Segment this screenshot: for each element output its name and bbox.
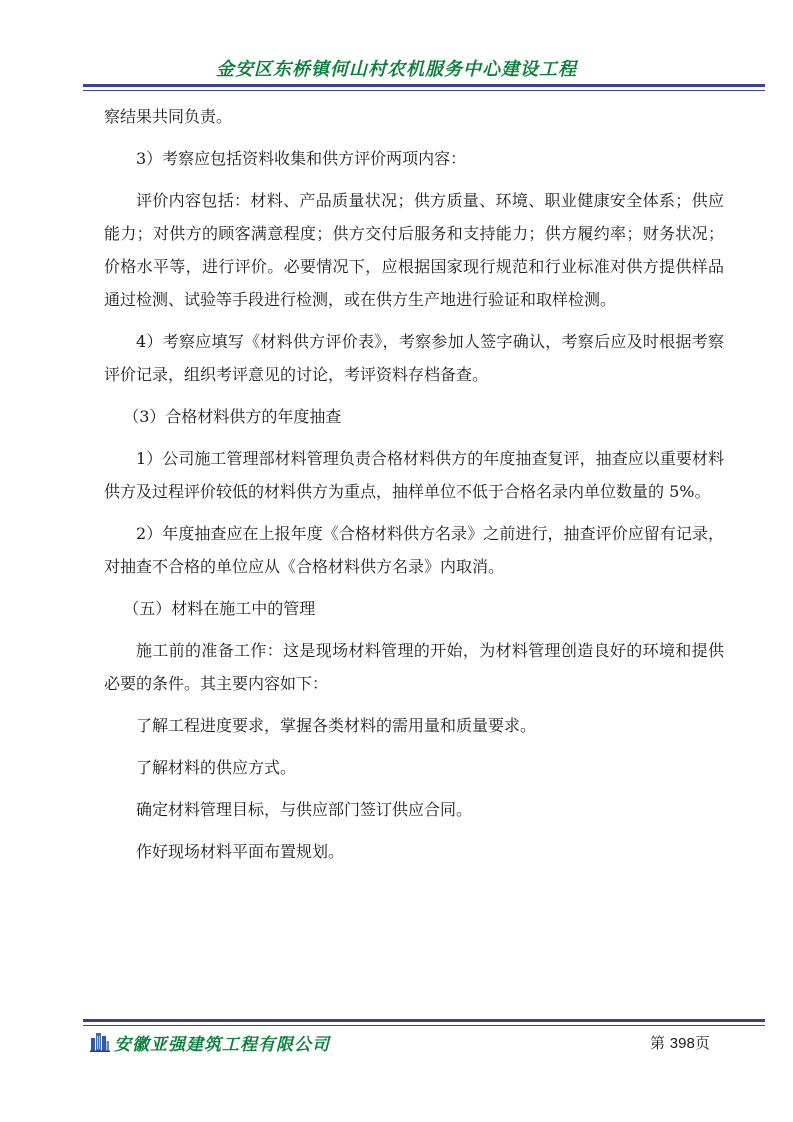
document-header-title: 金安区东桥镇何山村农机服务中心建设工程 — [216, 59, 577, 80]
section-heading: （3）合格材料供方的年度抽查 — [123, 407, 342, 426]
list-item: 了解材料的供应方式。 — [136, 758, 297, 777]
paragraph: 评价内容包括：材料、产品质量状况；供方质量、环境、职业健康安全体系；供应能力；对供方的顾客满意程度；供方交付后服务和支持能力；供方履约率；财务状况；价格水平等，进行评价。必要情况下，应根据国家现行规范和行业标准对供方提供样品通过检测、试验等手段进行检测，或在供方生产地进行验证和取样检测。 — [104, 191, 724, 309]
building-logo-icon — [90, 1030, 110, 1052]
footer-rule-thick — [83, 1019, 765, 1022]
paragraph: 2）年度抽查应在上报年度《合格材料供方名录》之前进行，抽查评价应留有记录，对抽查不合格的单位应从《合格材料供方名录》内取消。 — [104, 524, 724, 576]
list-item: 作好现场材料平面布置规划。 — [136, 842, 345, 861]
header-rule-thick — [83, 84, 765, 87]
list-item: 了解工程进度要求，掌握各类材料的需用量和质量要求。 — [136, 716, 537, 735]
paragraph: 1）公司施工管理部材料管理负责合格材料供方的年度抽查复评，抽查应以重要材料供方及过程评价较低的材料供方为重点，抽样单位不低于合格名录内单位数量的 5%。 — [104, 449, 724, 501]
page-number-value: 398 — [669, 1035, 695, 1052]
footer-rule-thin — [83, 1025, 765, 1026]
header-rule-thin — [83, 90, 765, 91]
paragraph: 4）考察应填写《材料供方评价表》，考察参加人签字确认，考察后应及时根据考察评价记录，组织考评意见的讨论，考评资料存档备查。 — [104, 332, 724, 384]
section-heading: （五）材料在施工中的管理 — [123, 599, 316, 618]
paragraph: 施工前的准备工作：这是现场材料管理的开始，为材料管理创造良好的环境和提供必要的条件。其主要内容如下： — [104, 641, 724, 693]
list-item: 确定材料管理目标，与供应部门签订供应合同。 — [136, 800, 473, 819]
page-number — [650, 1032, 710, 1053]
footer-company-name: 安徽亚强建筑工程有限公司 — [114, 1035, 330, 1055]
page-prefix: 第 — [650, 1034, 666, 1052]
document-body — [104, 100, 724, 877]
paragraph: 3）考察应包括资料收集和供方评价两项内容： — [136, 149, 467, 168]
page-suffix: 页 — [694, 1034, 710, 1052]
paragraph: 察结果共同负责。 — [104, 107, 233, 126]
